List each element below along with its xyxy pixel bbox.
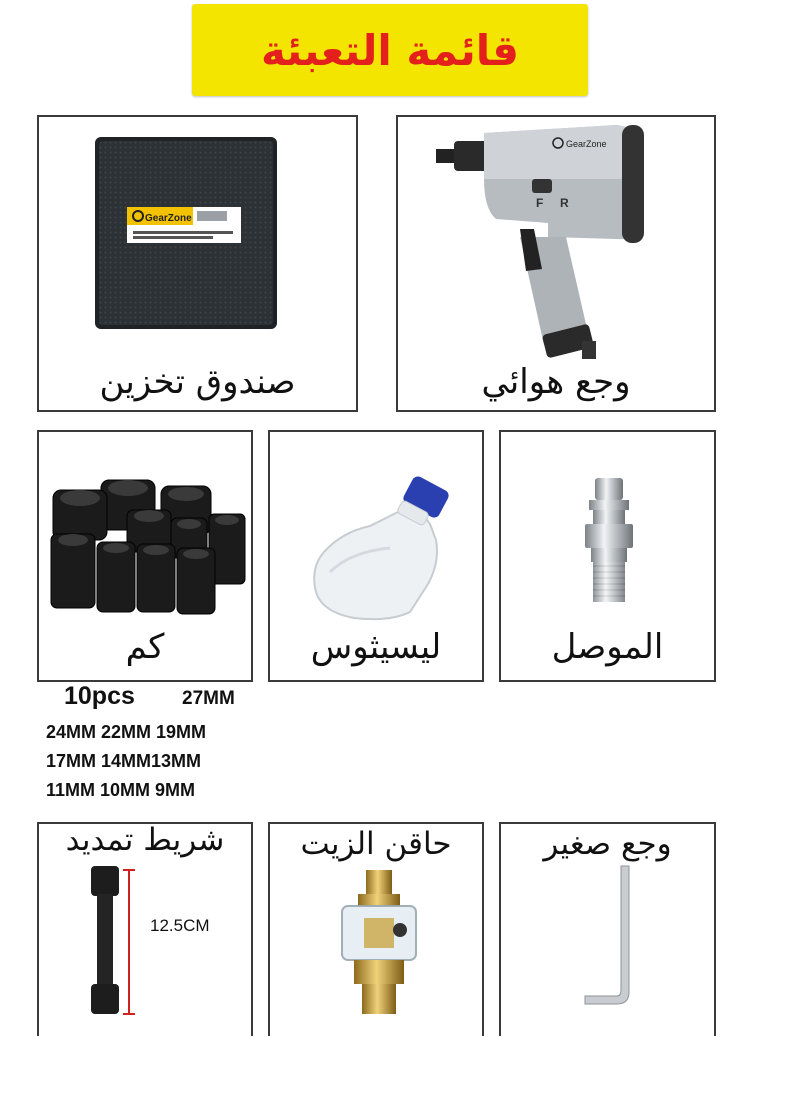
item-label: صندوق تخزين (99, 362, 296, 402)
socket-set-image (49, 470, 249, 618)
item-connector (499, 430, 716, 682)
socket-size-specs (46, 682, 266, 805)
socket-largest-size: 27MM (182, 688, 235, 709)
item-label: حاقن الزيت (300, 826, 452, 862)
item-air-wrench (396, 115, 716, 412)
item-label: الموصل (551, 627, 664, 667)
impact-wrench-image (436, 119, 646, 367)
socket-sizes-line: 24MM 22MM 19MM (46, 722, 207, 742)
oil-bottle-image (310, 472, 460, 622)
storage-box-image (93, 135, 279, 331)
item-label: كم (125, 627, 165, 667)
item-extension-bar (37, 822, 253, 1036)
svg-text:F: F (536, 196, 544, 210)
item-oil-bottle (268, 430, 484, 682)
oil-injector-image (334, 868, 424, 1018)
extension-bar-image (85, 864, 145, 1024)
item-sockets (37, 430, 253, 682)
svg-text:R: R (560, 196, 569, 210)
item-storage-box (37, 115, 358, 412)
item-label: وجع صغير (543, 826, 672, 862)
item-oil-injector (268, 822, 484, 1036)
title-banner (192, 4, 588, 96)
socket-sizes-line: 17MM 14MM13MM (46, 751, 202, 771)
wrench-brand-text: GearZone (566, 139, 607, 149)
item-label: شريط تمديد (65, 822, 225, 858)
extension-length-label: 12.5CM (150, 916, 210, 935)
air-connector-image (579, 476, 639, 616)
hex-key-image (577, 864, 637, 1014)
page-title: قائمة التعبئة (260, 25, 520, 75)
item-label: ليسيثوس (310, 627, 442, 667)
item-label: وجع هوائي (481, 362, 631, 402)
socket-count: 10pcs (64, 682, 135, 710)
box-brand-text: GearZone (145, 213, 192, 224)
item-small-wrench (499, 822, 716, 1036)
socket-sizes-line: 11MM 10MM 9MM (46, 780, 196, 800)
